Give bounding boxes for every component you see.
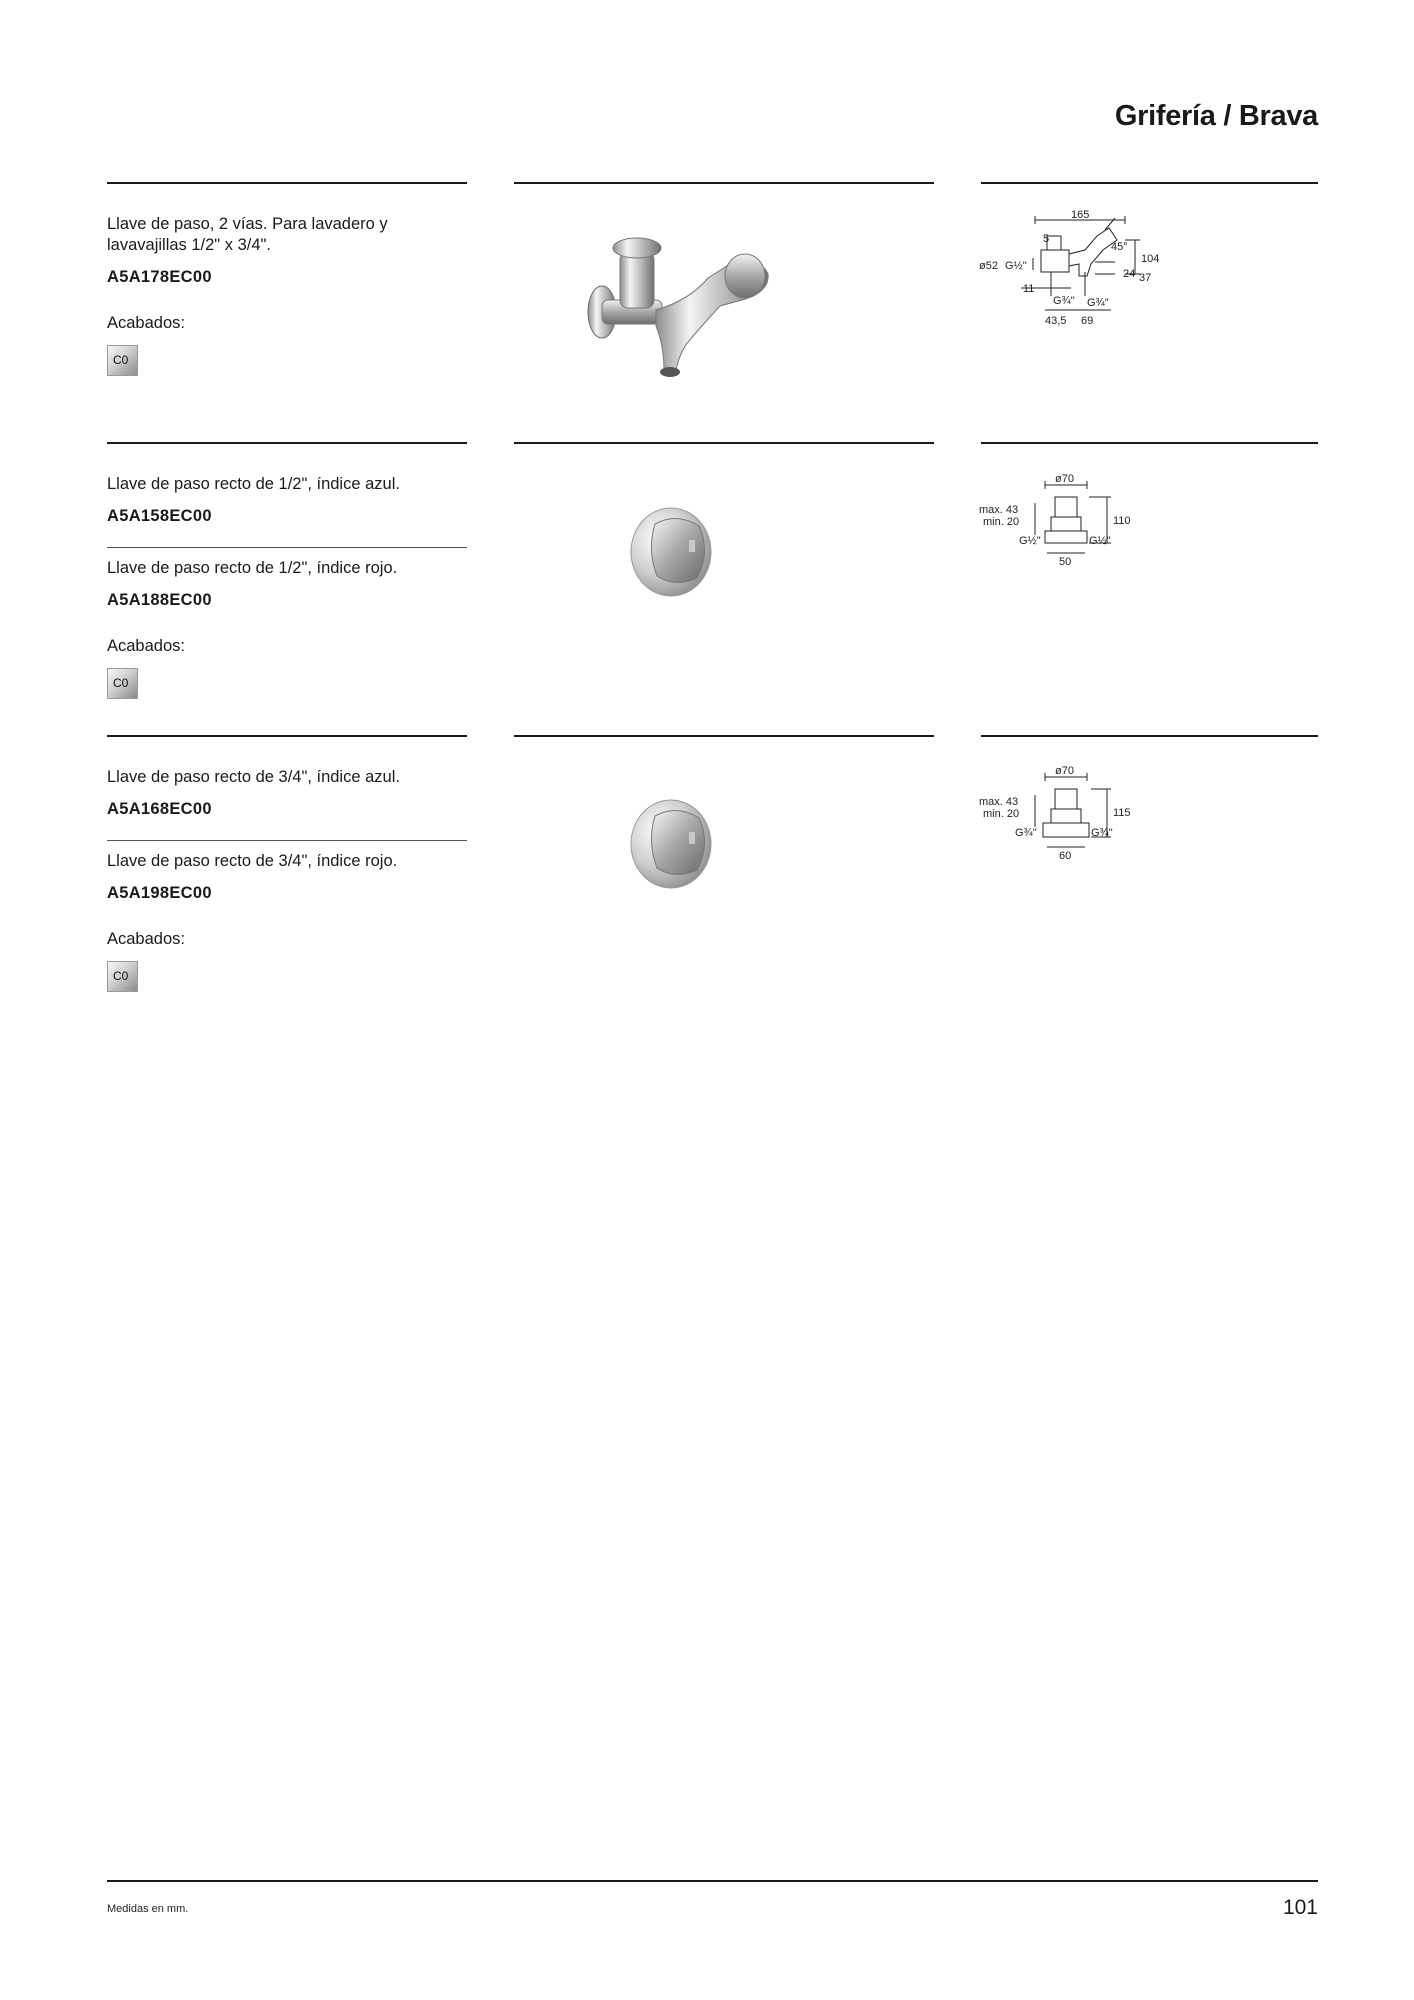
drawing-label: ø70 [1055,765,1074,777]
product-description: Llave de paso, 2 vías. Para lavadero y lavavajillas 1/2" x 3/4". [107,215,388,254]
drawing-label: 165 [1071,210,1090,221]
section-rule [981,735,1318,737]
drawing-label: ø70 [1055,473,1074,485]
finish-swatch-chrome: C0 [107,961,138,992]
product-info [107,474,467,526]
drawing-label: G¾" [1053,295,1075,307]
technical-drawing-two-way-valve [975,210,1195,330]
section-rule [981,442,1318,444]
drawing-label: max. 43 [979,504,1019,516]
drawing-label: 60 [1059,850,1072,862]
drawing-label: 11 [1023,283,1035,295]
product-code: A5A178EC00 [107,268,212,286]
stop-valve-photo [625,792,735,892]
drawing-label: G¾" [1091,827,1113,839]
section-rule [514,182,934,184]
drawing-label: G½" [1019,535,1041,547]
drawing-label: G¾" [1087,297,1109,309]
drawing-label: 110 [1113,515,1131,527]
product-description: Llave de paso recto de 3/4", índice rojo. [107,852,398,870]
finishes-label: Acabados: [107,637,185,655]
drawing-label: 50 [1059,556,1072,568]
finish-swatch-chrome: C0 [107,345,138,376]
drawing-label: 69 [1081,315,1094,327]
product-description: Llave de paso recto de 1/2", índice rojo. [107,559,398,577]
drawing-label: 37 [1139,272,1152,284]
drawing-label: min. 20 [983,808,1020,820]
drawing-label: 115 [1113,807,1131,819]
product-description: Llave de paso recto de 3/4", índice azul. [107,768,400,786]
drawing-label: G¾" [1015,827,1037,839]
drawing-label: 45° [1111,241,1128,253]
product-info [107,851,467,949]
drawing-label: 104 [1141,253,1160,265]
drawing-label: 24 [1123,268,1136,280]
drawing-label: ø52 [979,260,998,272]
drawing-label: G½" [1089,535,1111,547]
drawing-label: 43,5 [1045,315,1067,327]
page-number: 101 [1282,1896,1318,1919]
product-code: A5A158EC00 [107,507,212,525]
technical-drawing-stop-valve-half-inch [975,473,1155,573]
section-rule [514,735,934,737]
section-rule [107,735,467,737]
stop-valve-photo [625,500,735,600]
section-rule [981,182,1318,184]
drawing-label: G½" [1005,260,1027,272]
page-title: Grifería / Brava [1114,100,1318,132]
product-code: A5A168EC00 [107,800,212,818]
drawing-label: min. 20 [983,516,1020,528]
finishes-label: Acabados: [107,930,185,948]
product-code: A5A198EC00 [107,884,212,902]
variant-divider [107,840,467,841]
product-info [107,767,467,819]
finishes-label: Acabados: [107,314,185,332]
product-info [107,558,467,656]
drawing-label: 5 [1043,233,1050,245]
product-description: Llave de paso recto de 1/2", índice azul. [107,475,400,493]
section-rule [514,442,934,444]
drawing-label: max. 43 [979,796,1019,808]
two-way-valve-photo [580,230,780,395]
variant-divider [107,547,467,548]
footer-note: Medidas en mm. [107,1903,189,1915]
technical-drawing-stop-valve-three-quarter-inch [975,765,1155,865]
product-info [107,214,467,333]
footer-rule [107,1880,1318,1882]
product-code: A5A188EC00 [107,591,212,609]
section-rule [107,442,467,444]
section-rule [107,182,467,184]
finish-swatch-chrome: C0 [107,668,138,699]
